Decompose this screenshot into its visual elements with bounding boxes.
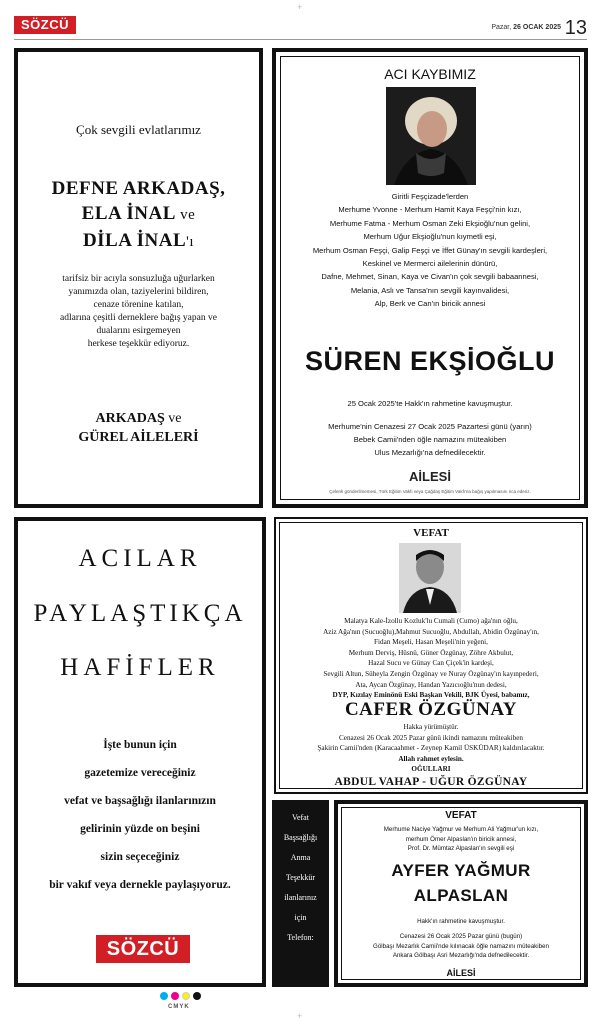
sozcu-charity-promo: [14, 517, 266, 987]
obituary-heading: VEFAT: [413, 527, 449, 539]
family-list: Giritli Feşçizade'lerden Merhume Yvonne - Merhum Hamit Kaya Feşçi'nin kızı, Merhume Fatma - Merhum Osman Zeki Ekşioğlu'nun gelini, Merhum Uğur Ekşioğlu'nun kıymetli eşi, Merhum Osman Feşçi, Galip Feşçi ve İffet Günay'ın sevgili kardeşleri, Keskinel ve Mermerci ailelerinin dünürü, Dafne, Mehmet, Sinan, Kaya ve Civan'ın çok sevgili babaannesi, Melania, Aslı ve Tansa'nın sevgili kayınvalidesi, Alp, Berk ve Can'ın biricik annesi: [312, 192, 548, 309]
issue-date: Pazar, 26 OCAK 2025: [491, 24, 561, 31]
funeral-details: Merhume'nin Cenazesi 27 Ocak 2025 Pazartesi günü (yarın) Bebek Camii'nden öğle namazını müteakiben Ulus Mezarlığı'na defnedilecektir.: [328, 422, 532, 457]
page-number: 13: [564, 17, 587, 39]
funeral-details: Hakka yürümüştür. Cenazesi 26 Ocak 2025 Pazar günü ikindi namazını müteakiben Şakirin Camii'nden (Karacaahmet - Zeynep Kamil ÜSKÜDAR) kaldırılacaktır. Allah rahmet eylesin. OĞULLARI: [317, 723, 545, 774]
portrait-photo: [399, 543, 461, 613]
cmyk-color-bar: [160, 992, 201, 1000]
funeral-details: Cenazesi 26 Ocak 2025 Pazar günü (bugün) Gölbaşı Mezarlık Camii'nde kılınacak öğle namazını müteakiben Ankara Gölbaşı Asri Mezarlığı'nda defnedilecektir.: [373, 933, 549, 960]
obituary-signature: AİLESİ: [409, 469, 451, 484]
deceased-name: CAFER ÖZGÜNAY: [344, 699, 518, 720]
yellow-swatch-icon: [182, 992, 190, 1000]
promo-line: gazetemize vereceğiniz: [84, 767, 196, 779]
promo-headline-3: HAFİFLER: [60, 654, 220, 681]
obituary-heading: ACI KAYBIMIZ: [384, 66, 476, 82]
death-date: 25 Ocak 2025'te Hakk'ın rahmetine kavuşmuştur.: [347, 399, 513, 408]
notice-body: tarifsiz bir acıyla sonsuzluğa uğurlarken yanımızda olan, taziyelerini bildiren, cenaze törenine katılan, adlarına çeşitli derneklere bağış yapan ve dualarını esirgemeyen herkese teşekkür ediyoruz.: [60, 274, 217, 349]
portrait-photo: [386, 87, 476, 185]
sozcu-logo[interactable]: SÖZCÜ: [96, 935, 190, 963]
obituary-heading: VEFAT: [445, 810, 477, 821]
thank-you-notice: [14, 48, 263, 508]
deceased-names: DEFNE ARKADAŞ, ELA İNAL ve DİLA İNAL'ı: [51, 178, 226, 251]
promo-headline-2: PAYLAŞTIKÇA: [33, 600, 247, 627]
cyan-swatch-icon: [160, 992, 168, 1000]
registration-mark-icon: +: [297, 1011, 303, 1021]
obituary-signature: AİLESİ: [446, 968, 476, 978]
obituary-suren-eksioglu: [272, 48, 588, 508]
obituary-ayfer-alpaslan: [334, 800, 588, 987]
promo-line: sizin seçeceğiniz: [100, 851, 180, 863]
notice-intro: Çok sevgili evlatlarımız: [76, 122, 201, 137]
header-rule: [14, 39, 587, 40]
registration-mark-icon: +: [297, 2, 303, 12]
obituary-footnote: Çelenk gönderilmemesi, Türk Eğitim Vakfı veya Çağdaş Eğitim Vakfı'na bağış yapılmasını rica ederiz.: [329, 489, 531, 494]
obituary-cafer-ozgunay: [274, 517, 588, 794]
promo-headline-1: ACILAR: [78, 545, 202, 572]
promo-line: bir vakıf veya dernekle paylaşıyoruz.: [49, 879, 231, 891]
magenta-swatch-icon: [171, 992, 179, 1000]
promo-line: vefat ve başsağlığı ilanlarınızın: [64, 795, 216, 807]
ad-contact-column: Vefat Başsağlığı Anma Teşekkür ilanlarınız için Telefon:: [272, 800, 329, 987]
promo-line: İşte bunun için: [103, 739, 177, 751]
notice-signature: ARKADAŞ ve GÜREL AİLELERİ: [78, 411, 199, 445]
sons-names: ABDUL VAHAP - UĞUR ÖZGÜNAY: [334, 776, 528, 788]
deceased-name: SÜREN EKŞİOĞLU: [304, 346, 556, 376]
promo-line: gelirinin yüzde on beşini: [80, 823, 200, 835]
black-swatch-icon: [193, 992, 201, 1000]
family-list: Malatya Kale-İzollu Kozluk'lu Cumali (Cumo) ağa'nın oğlu, Aziz Ağa'nın (Sucuoğlu),Mahmut Sucuoğlu, Abdullah, Abidin Özgünay'ın, Fidan Meşeli, Hasan Meşeli'nin yeğeni, Merhum Derviş, Hüsnü, Güner Özgünay, Zöhre Akbulut, Hazal Sucu ve Günay Can Çiçek'in kardeşi, Sevgili Altun, Süheyla Zengin Özgünay ve Nuray Özgünay'ın kayınpederi, Ata, Aycan Özgünay, Handan Yazıcıoğlu'nun dedesi, DYP, Kızılay Eminönü Eski Başkan Vekili, BJK Üyesi, babamız,: [323, 617, 539, 700]
death-status: Hakk'ın rahmetine kavuşmuştur.: [417, 918, 505, 925]
deceased-name: AYFER YAĞMUR ALPASLAN: [391, 861, 531, 905]
family-list: Merhume Naciye Yağmur ve Merhum Ali Yağmur'un kızı, merhum Ömer Alpaslan'ın biricik annesi, Prof. Dr. Mümtaz Alpaslan'ın sevgili eşi: [383, 826, 539, 853]
sozcu-logo[interactable]: SÖZCÜ: [14, 16, 76, 34]
cmyk-label: CMYK: [168, 1004, 190, 1010]
